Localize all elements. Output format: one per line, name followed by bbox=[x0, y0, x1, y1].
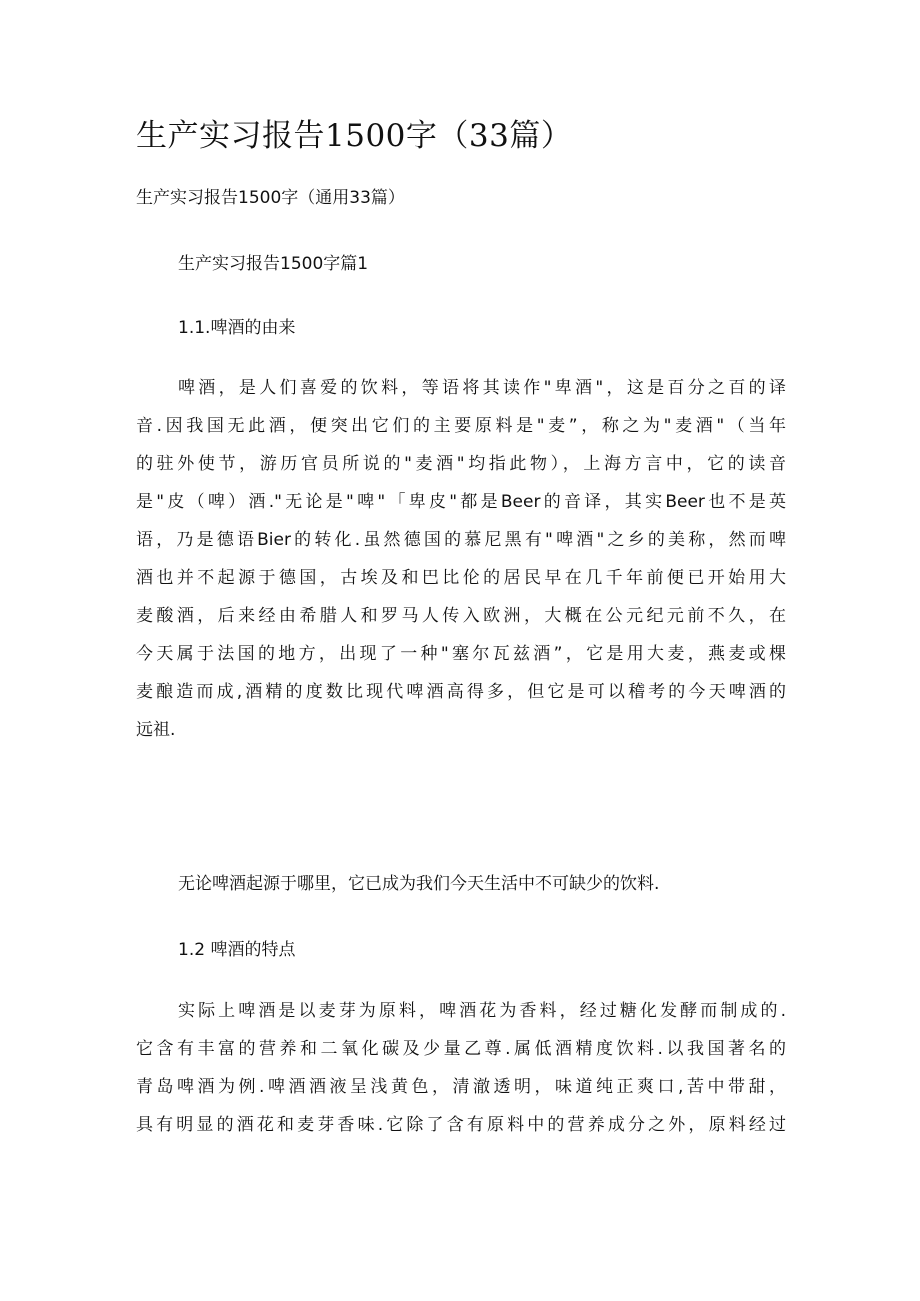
section-heading-1-2: 1.2 啤酒的特点 bbox=[178, 940, 296, 960]
paragraph-beer-importance bbox=[136, 865, 786, 903]
paragraph-line: 它含有丰富的营养和二氧化碳及少量乙尊.属低酒精度饮料.以我国著名的 bbox=[136, 1039, 786, 1059]
paragraph-beer-features bbox=[136, 992, 786, 1144]
paragraph-line: 麦酿造而成,酒精的度数比现代啤酒高得多，但它是可以稽考的今天啤酒的 bbox=[136, 682, 786, 702]
document-title: 生产实习报告1500字（33篇） bbox=[136, 118, 573, 154]
document-subtitle: 生产实习报告1500字（通用33篇） bbox=[136, 188, 405, 208]
paragraph-line: 啤酒，是人们喜爱的饮料，等语将其读作"卑酒"，这是百分之百的译 bbox=[178, 378, 786, 398]
part-heading: 生产实习报告1500字篇1 bbox=[178, 254, 369, 274]
paragraph-line: 酒也并不起源于德国，古埃及和巴比伦的居民早在几千年前便已开始用大 bbox=[136, 568, 786, 588]
paragraph-line: 无论啤酒起源于哪里，它已成为我们今天生活中不可缺少的饮料. bbox=[178, 874, 660, 894]
paragraph-line: 远祖. bbox=[136, 720, 176, 740]
paragraph-line: 是"皮（啤）酒."无论是"啤"「卑皮"都是Beer的音译，其实Beer也不是英 bbox=[136, 492, 786, 512]
paragraph-line: 语，乃是德语Bier的转化.虽然德国的慕尼黑有"啤酒"之乡的美称，然而啤 bbox=[136, 530, 786, 550]
paragraph-line: 音.因我国无此酒，便突出它们的主要原料是"麦”，称之为"麦酒"（当年 bbox=[136, 416, 786, 436]
paragraph-line: 的驻外使节，游历官员所说的"麦酒"均指此物），上海方言中，它的读音 bbox=[136, 454, 786, 474]
section-heading-1-1: 1.1.啤酒的由来 bbox=[178, 318, 296, 338]
paragraph-line: 实际上啤酒是以麦芽为原料，啤酒花为香料，经过糖化发酵而制成的. bbox=[178, 1001, 786, 1021]
paragraph-line: 具有明显的酒花和麦芽香味.它除了含有原料中的营养成分之外，原料经过 bbox=[136, 1115, 786, 1135]
paragraph-line: 今天属于法国的地方，出现了一种"塞尔瓦兹酒”，它是用大麦，燕麦或棵 bbox=[136, 644, 786, 664]
paragraph-line: 麦酸酒，后来经由希腊人和罗马人传入欧洲，大概在公元纪元前不久，在 bbox=[136, 606, 786, 626]
paragraph-line: 青岛啤酒为例.啤酒酒液呈浅黄色，清澈透明，味道纯正爽口,苦中带甜， bbox=[136, 1077, 786, 1097]
paragraph-beer-origin bbox=[136, 369, 786, 749]
